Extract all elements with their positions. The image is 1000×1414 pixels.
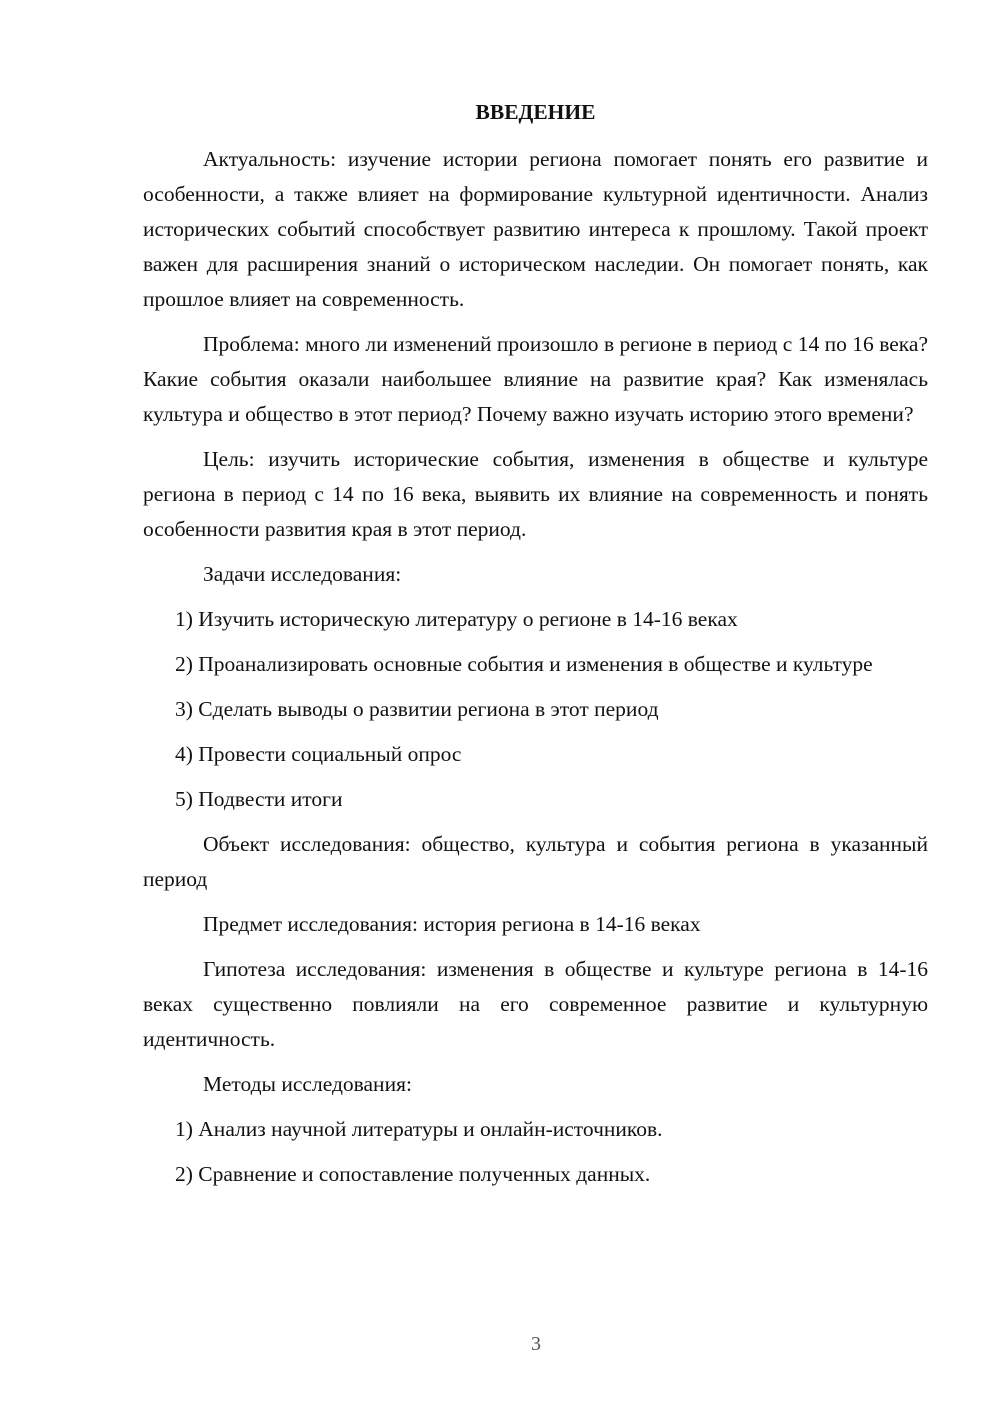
document-body (143, 95, 928, 1202)
tasks-heading: Задачи исследования: (203, 562, 402, 586)
task-item: 1) Изучить историческую литературу о регионе в 14-16 веках (175, 607, 738, 631)
goal-paragraph: Цель: изучить исторические события, изменения в обществе и культуре региона в период с 14 по 16 века, выявить их влияние на современность и понять особенности развития края в этот период. (143, 447, 928, 541)
page-title: ВВЕДЕНИЕ (475, 100, 596, 124)
method-item: 1) Анализ научной литературы и онлайн-источников. (175, 1117, 663, 1141)
relevance-paragraph: Актуальность: изучение истории региона помогает понять его развитие и особенности, а также влияет на формирование культурной идентичности. Анализ исторических событий способствует развитию интереса к прошлому. Такой проект важен для расширения знаний о историческом наследии. Он помогает понять, как прошлое влияет на современность. (143, 147, 928, 311)
method-item: 2) Сравнение и сопоставление полученных данных. (175, 1162, 651, 1186)
task-item: 2) Проанализировать основные события и изменения в обществе и культуре (175, 652, 873, 676)
methods-heading: Методы исследования: (203, 1072, 412, 1096)
subject-paragraph: Предмет исследования: история региона в 14-16 веках (203, 912, 701, 936)
task-item: 3) Сделать выводы о развитии региона в этот период (175, 697, 659, 721)
hypothesis-paragraph: Гипотеза исследования: изменения в обществе и культуре региона в 14-16 веках существенно повлияли на его современное развитие и культурную идентичность. (143, 957, 928, 1051)
problem-paragraph: Проблема: много ли изменений произошло в регионе в период с 14 по 16 века? Какие события оказали наибольшее влияние на развитие края? Как изменялась культура и общество в этот период? Почему важно изучать историю этого времени? (143, 332, 928, 426)
task-item: 4) Провести социальный опрос (175, 742, 462, 766)
object-paragraph: Объект исследования: общество, культура и события региона в указанный период (143, 832, 928, 891)
page-number: 3 (531, 1333, 541, 1355)
task-item: 5) Подвести итоги (175, 787, 343, 811)
